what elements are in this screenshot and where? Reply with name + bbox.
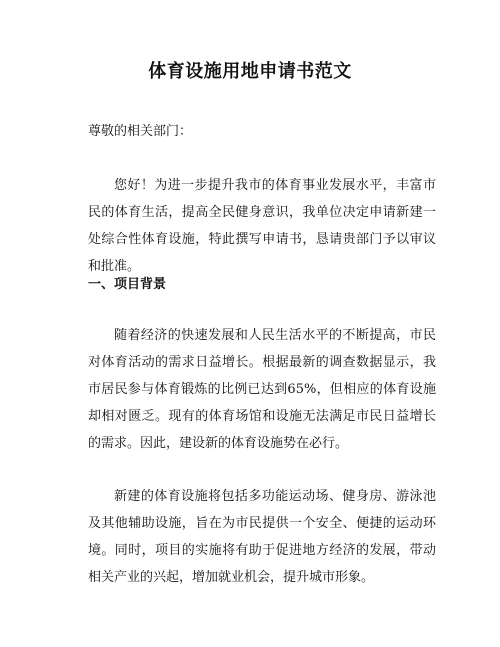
section-heading-background: 一、项目背景 (88, 277, 167, 292)
facilities-paragraph: 新建的体育设施将包括多功能运动场、健身房、游泳池及其他辅助设施，旨在为市民提供一个安全、便捷的运动环境。同时，项目的实施将有助于促进地方经济的发展，带动相关产业的兴起，增加就业机会，提升城市形象。 (88, 489, 436, 585)
salutation: 尊敬的相关部门： (88, 124, 193, 139)
intro-paragraph: 您好！为进一步提升我市的体育事业发展水平，丰富市民的体育生活，提高全民健身意识，我单位决定申请新建一处综合性体育设施，特此撰写申请书，恳请贵部门予以审议和批准。 (88, 178, 436, 274)
background-paragraph: 随着经济的快速发展和人民生活水平的不断提高，市民对体育活动的需求日益增长。根据最新的调查数据显示，我市居民参与体育锻炼的比例已达到65%，但相应的体育设施却相对匮乏。现有的体育场馆和设施无法满足市民日益增长的需求。因此，建设新的体育设施势在必行。 (88, 328, 436, 451)
document-title: 体育设施用地申请书范文 (148, 61, 352, 82)
